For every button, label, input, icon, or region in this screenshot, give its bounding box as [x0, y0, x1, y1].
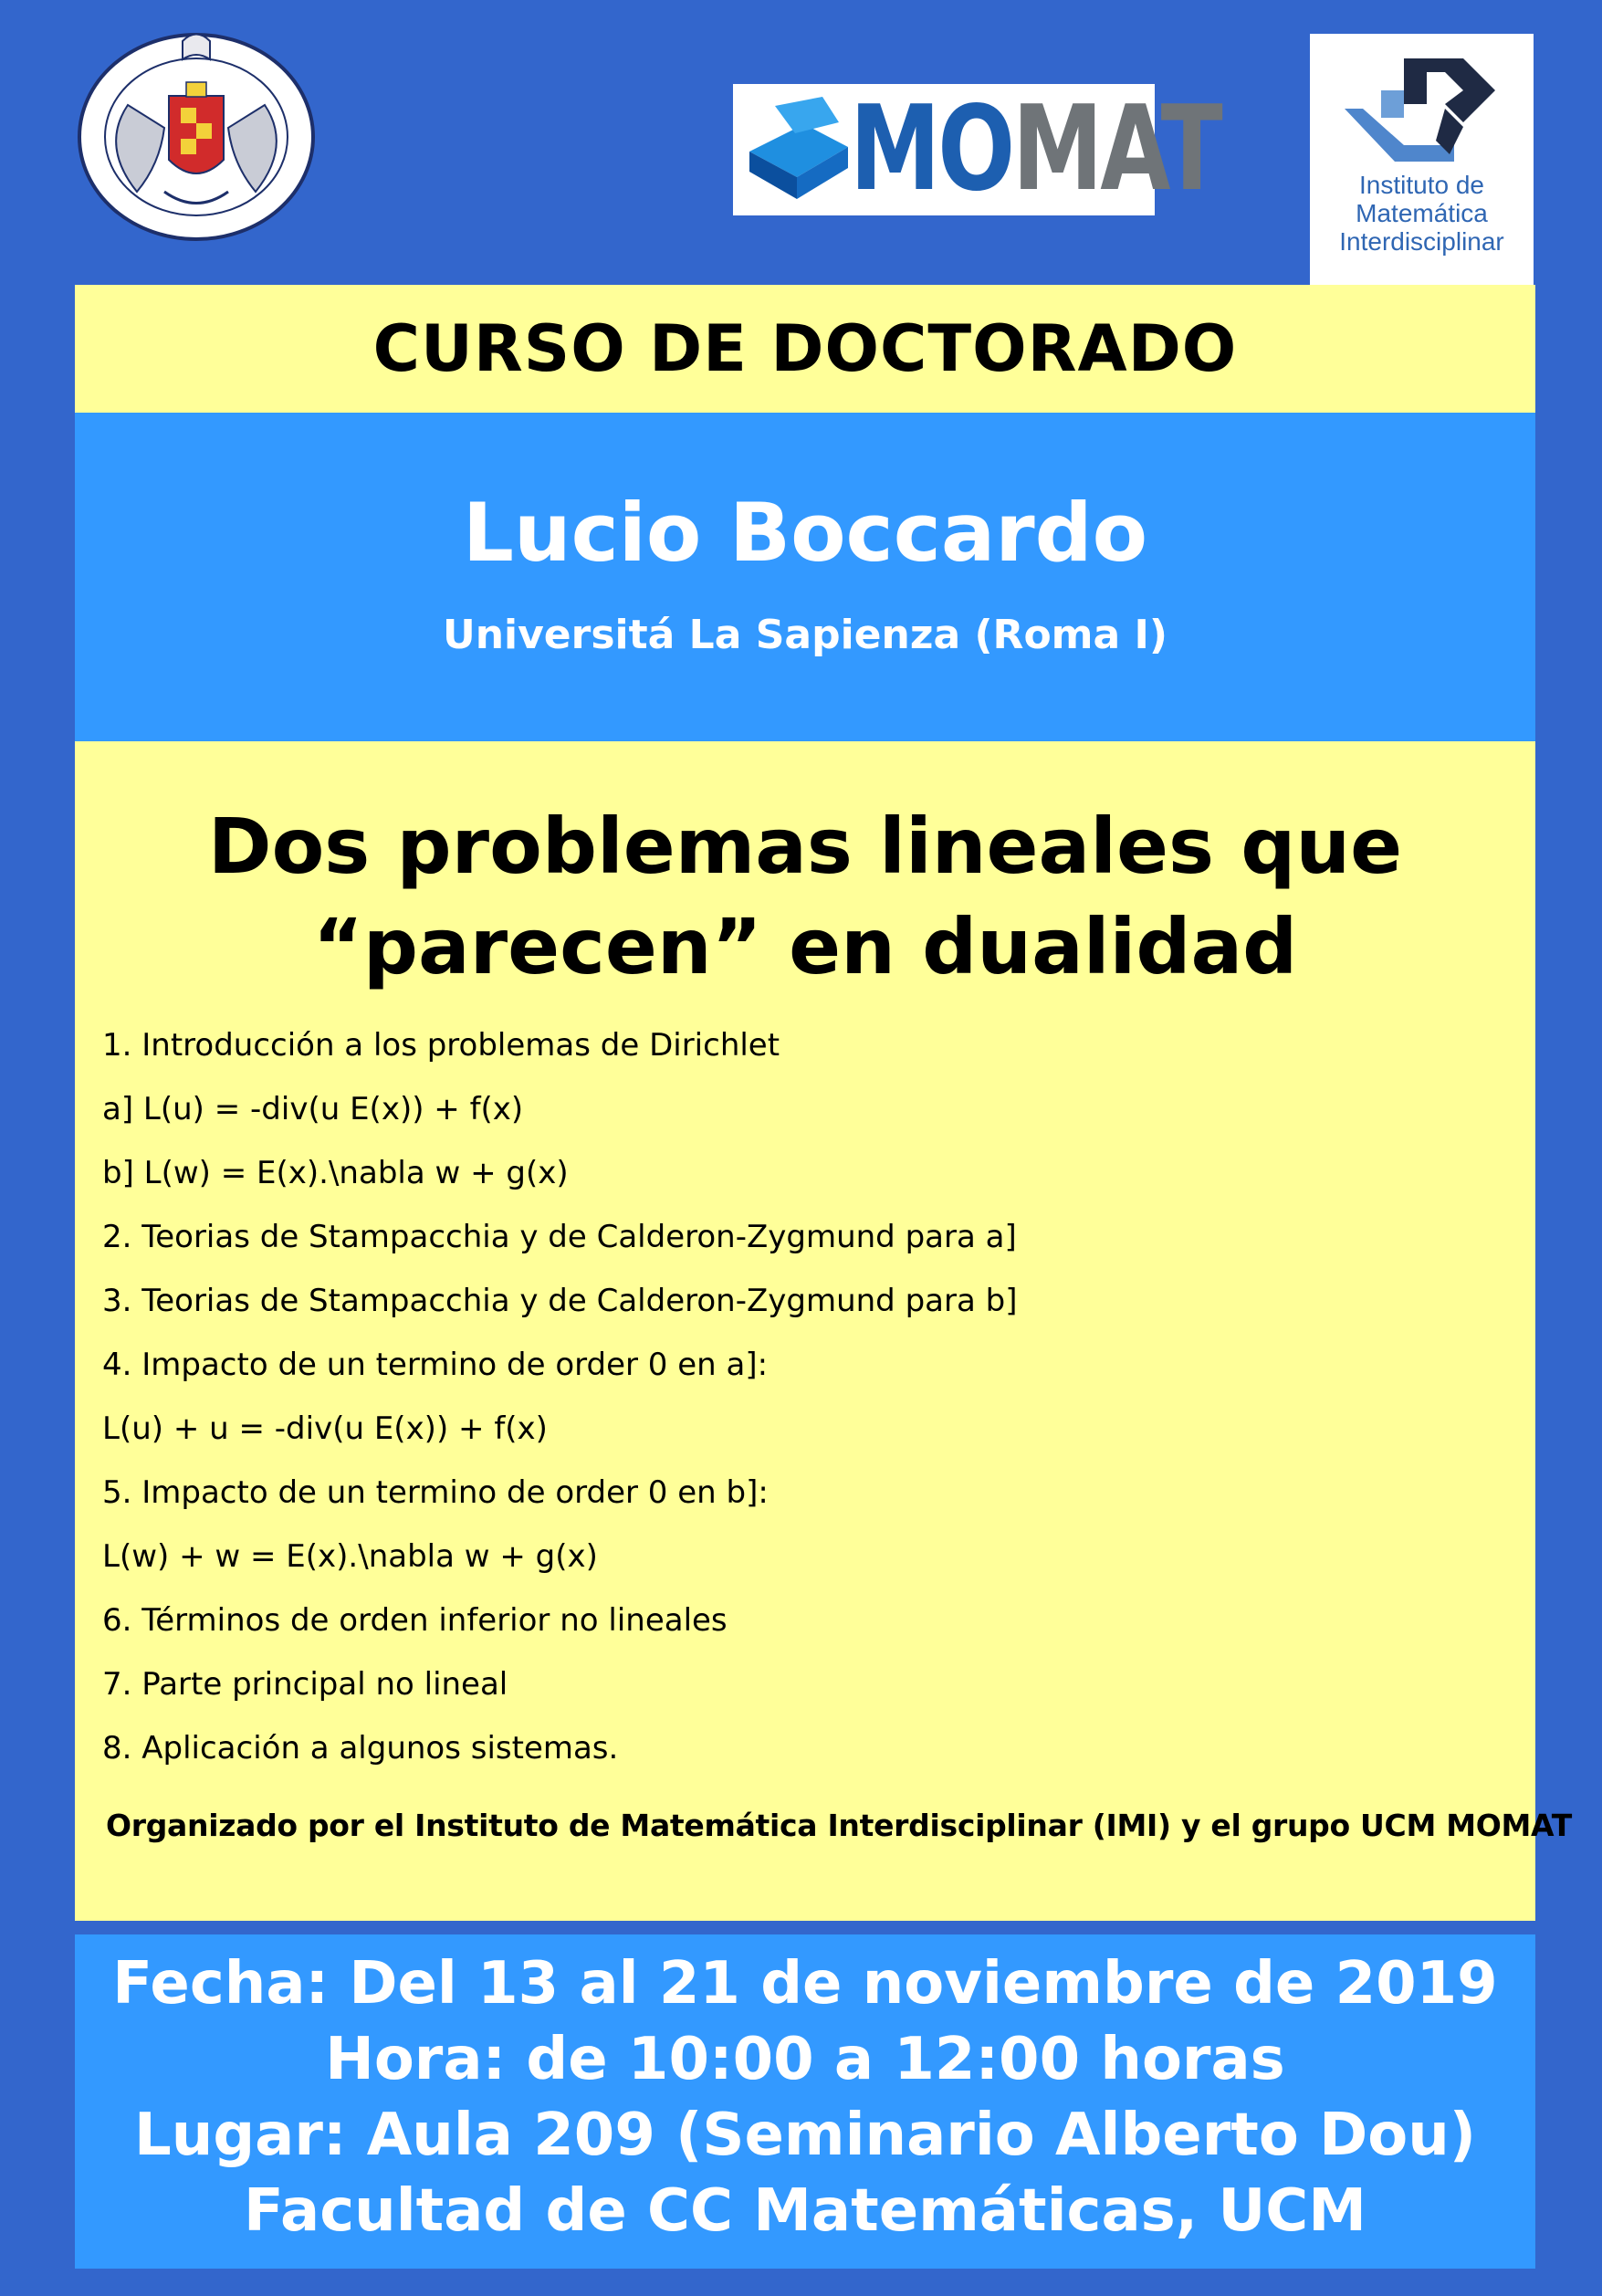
event-date: Fecha: Del 13 al 21 de noviembre de 2019 — [112, 1950, 1498, 2018]
momat-logo — [733, 81, 1220, 217]
content-band — [75, 741, 1572, 1921]
momat-wordmark: MOMAT — [850, 81, 1220, 217]
outline-item: 7. Parte principal no lineal — [102, 1666, 508, 1703]
outline-item: b] L(w) = E(x).\nabla w + g(x) — [102, 1155, 569, 1191]
outline-item: 2. Teorias de Stampacchia y de Calderon-Zygmund para a] — [102, 1219, 1017, 1255]
organizer-note: Organizado por el Instituto de Matemática Interdisciplinar (IMI) y el grupo UCM MOMAT — [106, 1808, 1572, 1843]
outline-item: L(u) + u = -div(u E(x)) + f(x) — [102, 1410, 548, 1447]
momat-cube-icon — [740, 97, 859, 202]
speaker-affiliation: Universitá La Sapienza (Roma I) — [442, 612, 1168, 658]
outline-item: 1. Introducción a los problemas de Dirichlet — [102, 1027, 780, 1064]
event-info-band — [75, 1934, 1535, 2269]
talk-title — [75, 796, 1535, 997]
outline-item: 6. Términos de orden inferior no lineales — [102, 1602, 728, 1639]
speaker-name: Lucio Boccardo — [462, 486, 1148, 580]
course-title: CURSO DE DOCTORADO — [372, 311, 1238, 386]
imi-name-line2: Matemática — [1356, 199, 1488, 227]
outline-item: 5. Impacto de un termino de order 0 en b]: — [102, 1474, 769, 1511]
event-faculty: Facultad de CC Matemáticas, UCM — [244, 2177, 1366, 2245]
imi-name-line1: Instituto de — [1359, 171, 1484, 199]
outline-item: a] L(u) = -div(u E(x)) + f(x) — [102, 1091, 524, 1127]
outline-item: L(w) + w = E(x).\nabla w + g(x) — [102, 1538, 598, 1575]
course-outline — [102, 1013, 1017, 1780]
outline-item: 4. Impacto de un termino de order 0 en a]: — [102, 1347, 769, 1383]
course-title-band — [75, 285, 1535, 413]
event-place: Lugar: Aula 209 (Seminario Alberto Dou) — [133, 2102, 1477, 2169]
event-time: Hora: de 10:00 a 12:00 horas — [325, 2026, 1285, 2093]
outline-item: 3. Teorias de Stampacchia y de Calderon-Zygmund para b] — [102, 1283, 1018, 1319]
imi-logo — [1310, 34, 1534, 285]
imi-mark-icon — [1335, 54, 1509, 168]
ucm-seal-logo — [73, 18, 319, 242]
talk-title-line1: Dos problemas lineales que — [207, 802, 1403, 891]
outline-item: 8. Aplicación a algunos sistemas. — [102, 1730, 619, 1767]
imi-name-line3: Interdisciplinar — [1339, 227, 1504, 256]
speaker-band — [75, 413, 1535, 741]
talk-title-line2: “parecen” en dualidad — [312, 902, 1298, 991]
